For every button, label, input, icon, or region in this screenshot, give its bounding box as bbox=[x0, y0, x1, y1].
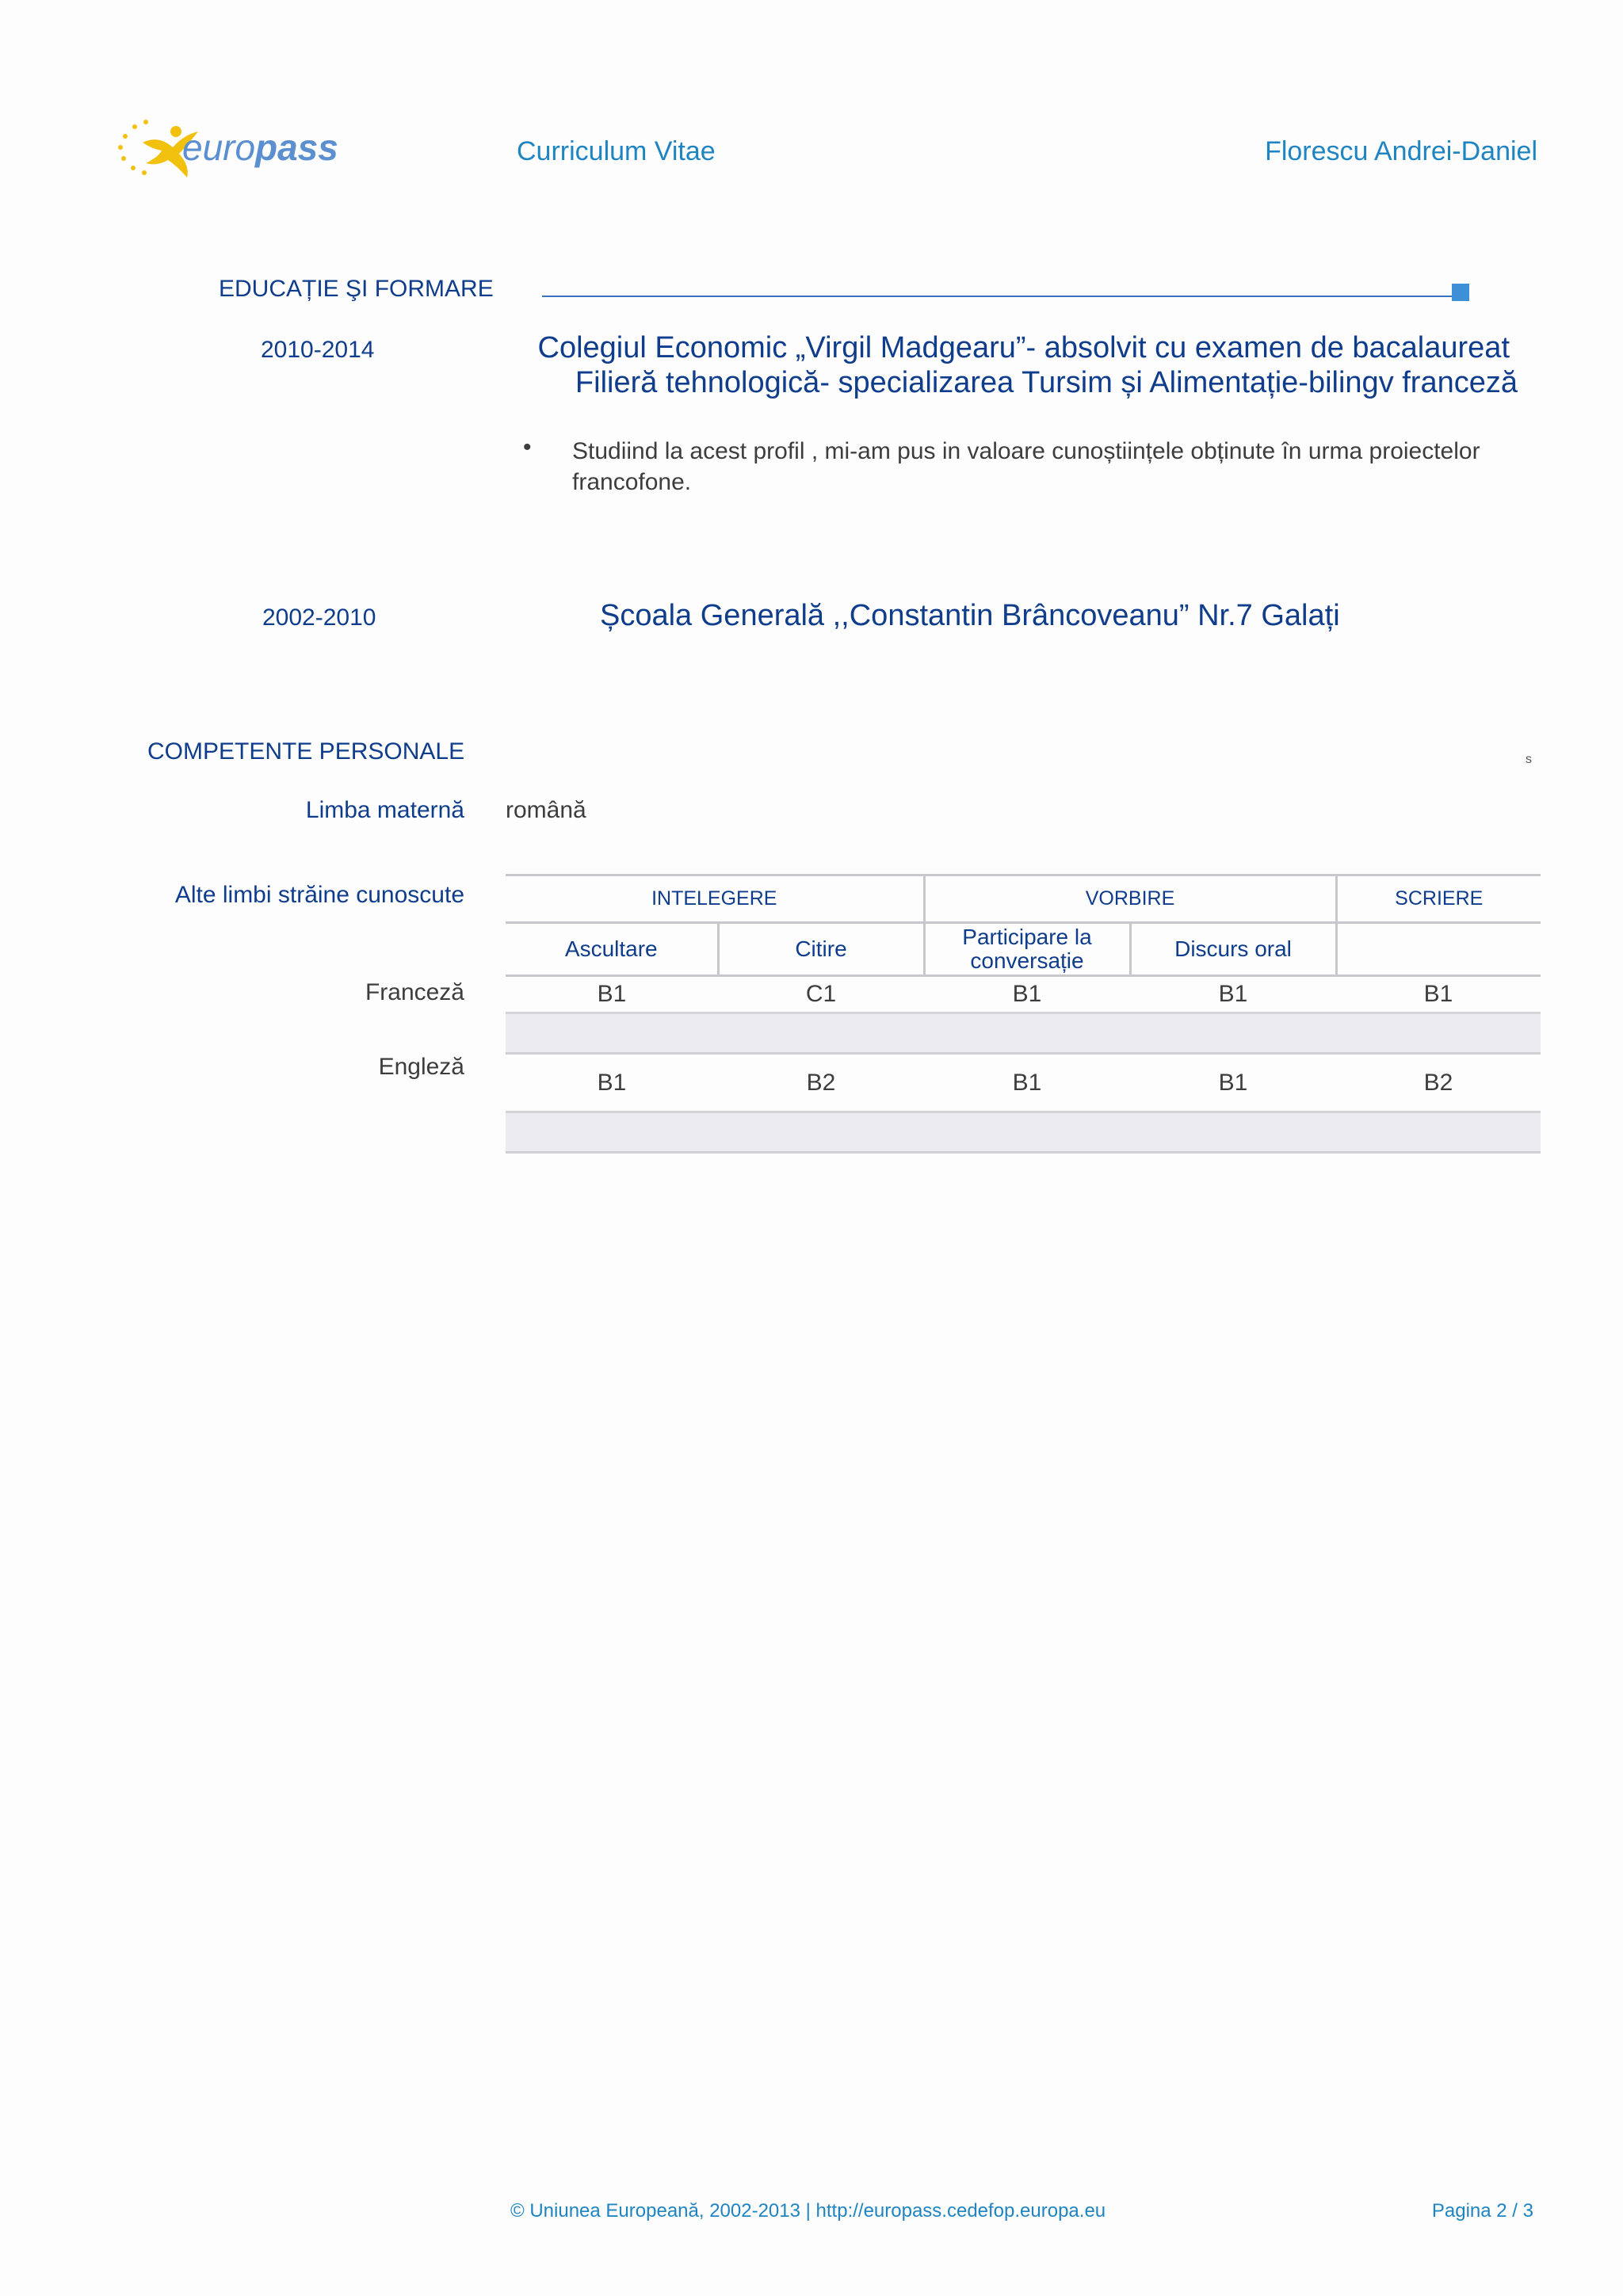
table-certificate-row bbox=[506, 1112, 1541, 1153]
sub-interaction: Participare la conversație bbox=[924, 923, 1130, 976]
mother-tongue-value: română bbox=[506, 797, 586, 823]
section-marker bbox=[1452, 284, 1469, 301]
footer-copyright: © Uniunea Europeană, 2002-2013 | http://europass.cedefop.europa.eu bbox=[510, 2200, 1106, 2222]
language-name-french: Franceză bbox=[365, 979, 464, 1005]
section-divider bbox=[542, 296, 1452, 297]
person-name: Florescu Andrei-Daniel bbox=[1265, 136, 1537, 166]
stray-mark: s bbox=[1526, 753, 1532, 766]
education-subtitle: Filieră tehnologică- specializarea Tursim și Alimentație-bilingv franceză bbox=[575, 366, 1518, 399]
education-title: Colegiul Economic „Virgil Madgearu”- absolvit cu examen de bacalaureat bbox=[537, 331, 1510, 364]
sub-writing bbox=[1336, 923, 1541, 976]
level-cell: B1 bbox=[924, 976, 1130, 1013]
sub-reading: Citire bbox=[718, 923, 924, 976]
language-skills-table bbox=[506, 874, 1541, 1154]
table-group-header bbox=[506, 875, 1541, 923]
page-number: Pagina 2 / 3 bbox=[1431, 2200, 1533, 2222]
other-languages-label: Alte limbi străine cunoscute bbox=[174, 882, 464, 908]
group-understanding: INTELEGERE bbox=[506, 875, 924, 923]
cv-title: Curriculum Vitae bbox=[517, 136, 716, 166]
svg-text:euro: euro bbox=[182, 127, 256, 168]
level-cell: C1 bbox=[718, 976, 924, 1013]
svg-text:pass: pass bbox=[255, 127, 338, 168]
education-period: 2002-2010 bbox=[262, 605, 376, 631]
education-description: Studiind la acest profil , mi-am pus in valoare cunoștiințele obținute în urma proiectelor francofone. bbox=[572, 438, 1480, 495]
europass-logo bbox=[111, 111, 341, 184]
table-row bbox=[506, 976, 1541, 1013]
level-cell: B1 bbox=[506, 976, 718, 1013]
table-row bbox=[506, 1054, 1541, 1112]
language-name-english: Engleză bbox=[378, 1054, 464, 1080]
education-period: 2010-2014 bbox=[261, 337, 375, 363]
group-writing: SCRIERE bbox=[1336, 875, 1541, 923]
level-cell: B1 bbox=[1130, 1054, 1336, 1112]
sub-listening: Ascultare bbox=[506, 923, 718, 976]
level-cell: B2 bbox=[718, 1054, 924, 1112]
table-certificate-row bbox=[506, 1013, 1541, 1054]
level-cell: B1 bbox=[1130, 976, 1336, 1013]
group-speaking: VORBIRE bbox=[924, 875, 1336, 923]
education-title: Școala Generală ,,Constantin Brâncoveanu” Nr.7 Galați bbox=[600, 599, 1340, 632]
table-sub-header bbox=[506, 923, 1541, 976]
sub-production: Discurs oral bbox=[1130, 923, 1336, 976]
europass-logo-icon bbox=[111, 111, 341, 184]
level-cell: B2 bbox=[1336, 1054, 1541, 1112]
education-heading: EDUCAȚIE ŞI FORMARE bbox=[219, 276, 494, 302]
competences-heading: COMPETENTE PERSONALE bbox=[147, 738, 465, 765]
level-cell: B1 bbox=[924, 1054, 1130, 1112]
level-cell: B1 bbox=[506, 1054, 718, 1112]
level-cell: B1 bbox=[1336, 976, 1541, 1013]
mother-tongue-label: Limba maternă bbox=[305, 797, 464, 823]
bullet: • bbox=[523, 434, 532, 460]
